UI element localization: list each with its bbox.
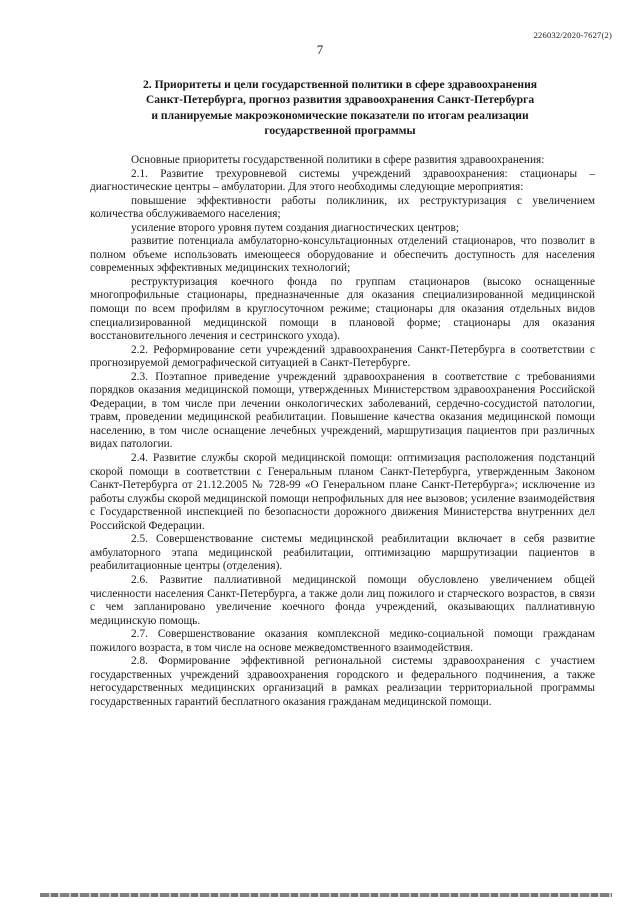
page-number: 7 bbox=[316, 42, 324, 57]
paragraph-2-7: 2.7. Совершенствование оказания комплексной медико-социальной помощи гражданам пожилого возраста, в том числе на основе межведомственного взаимодействия. bbox=[90, 628, 595, 654]
measure-item: реструктуризация коечного фонда по группам стационаров (высоко оснащенные многопрофильные стационары, предназначенные для оказания специализированной медицинской помощи по всем профилям в круглосуточном режиме; стационары для оказания отдельных видов специализированной медицинской помощи в плановой форме; стационары для оказания восстановительного лечения и сестринского ухода). bbox=[90, 275, 595, 343]
scan-bottom-edge bbox=[40, 893, 612, 897]
document-body bbox=[90, 154, 595, 709]
paragraph-2-1: 2.1. Развитие трехуровневой системы учреждений здравоохранения: стационары – диагностические центры – амбулатории. Для этого необходимы следующие мероприятия: bbox=[90, 167, 595, 194]
intro-paragraph: Основные приоритеты государственной политики в сфере развития здравоохранения: bbox=[131, 154, 545, 166]
section-heading-line: и планируемые макроэкономические показатели по итогам реализации bbox=[151, 108, 529, 122]
paragraph-2-4: 2.4. Развитие службы скорой медицинской помощи: оптимизация расположения подстанций скорой помощи в соответствии с Генеральным планом Санкт-Петербурга, утвержденным Законом Санкт-Петербурга от 21.12.2005 № 728-99 «О Генеральном плане Санкт-Петербурга»; исключение из работы службы скорой медицинской помощи непрофильных для нее вызовов; усиление взаимодействия с Государственной инспекцией по безопасности дорожного движения Министерства внутренних дел Российской Федерации. bbox=[90, 452, 595, 532]
paragraph-2-2: 2.2. Реформирование сети учреждений здравоохранения Санкт-Петербурга в соответствии с прогнозируемой демографической ситуацией в Санкт-Петербурге. bbox=[90, 343, 595, 370]
section-heading bbox=[90, 77, 590, 139]
paragraph-2-3: 2.3. Поэтапное приведение учреждений здравоохранения в соответствие с требованиями порядков оказания медицинской помощи, утвержденных Министерством здравоохранения Российской Федерации, в том числе при лечении онкологических заболеваний, сердечно-сосудистой патологии, травм, проведении медицинской реабилитации. Повышение качества оказания медицинской помощи населению, в том числе оснащение лечебных учреждений, маршрутизация пациентов при различных видах патологии. bbox=[90, 370, 595, 451]
section-heading-line: государственной программы bbox=[264, 124, 416, 138]
measure-item: повышение эффективности работы поликлиник, их реструктуризация с увеличением количества обслуживаемого населения; bbox=[90, 194, 595, 221]
document-id: 226032/2020-7627(2) bbox=[533, 30, 612, 40]
paragraph-2-8: 2.8. Формирование эффективной региональной системы здравоохранения с участием государственных учреждений здравоохранения городского и федерального подчинения, а также негосударственных медицинских организаций в рамках реализации территориальной программы государственных гарантий бесплатного оказания гражданам медицинской помощи. bbox=[90, 655, 595, 708]
section-heading-line: 2. Приоритеты и цели государственной политики в сфере здравоохранения bbox=[142, 78, 538, 91]
paragraph-2-5: 2.5. Совершенствование системы медицинской реабилитации включает в себя развитие амбулаторного этапа медицинской реабилитации, оптимизацию маршрутизации пациентов в реабилитационные центры (отделения). bbox=[90, 533, 595, 573]
section-heading-line: Санкт-Петербурга, прогноз развития здравоохранения Санкт-Петербурга bbox=[145, 93, 535, 107]
measure-item: развитие потенциала амбулаторно-консультационных отделений стационаров, что позволит в полном объеме использовать имеющееся оборудование и обеспечить доступность для населения современных эффективных медицинских технологий; bbox=[90, 235, 595, 275]
measure-item: усиление второго уровня путем создания диагностических центров; bbox=[131, 221, 460, 234]
paragraph-2-6: 2.6. Развитие паллиативной медицинской помощи обусловлено увеличением общей численности населения Санкт-Петербурга, а также доли лиц пожилого и старческого возрастов, в связи с чем запланировано увеличение коечного фонда учреждений, оказывающих паллиативную медицинскую помощь. bbox=[90, 573, 595, 627]
